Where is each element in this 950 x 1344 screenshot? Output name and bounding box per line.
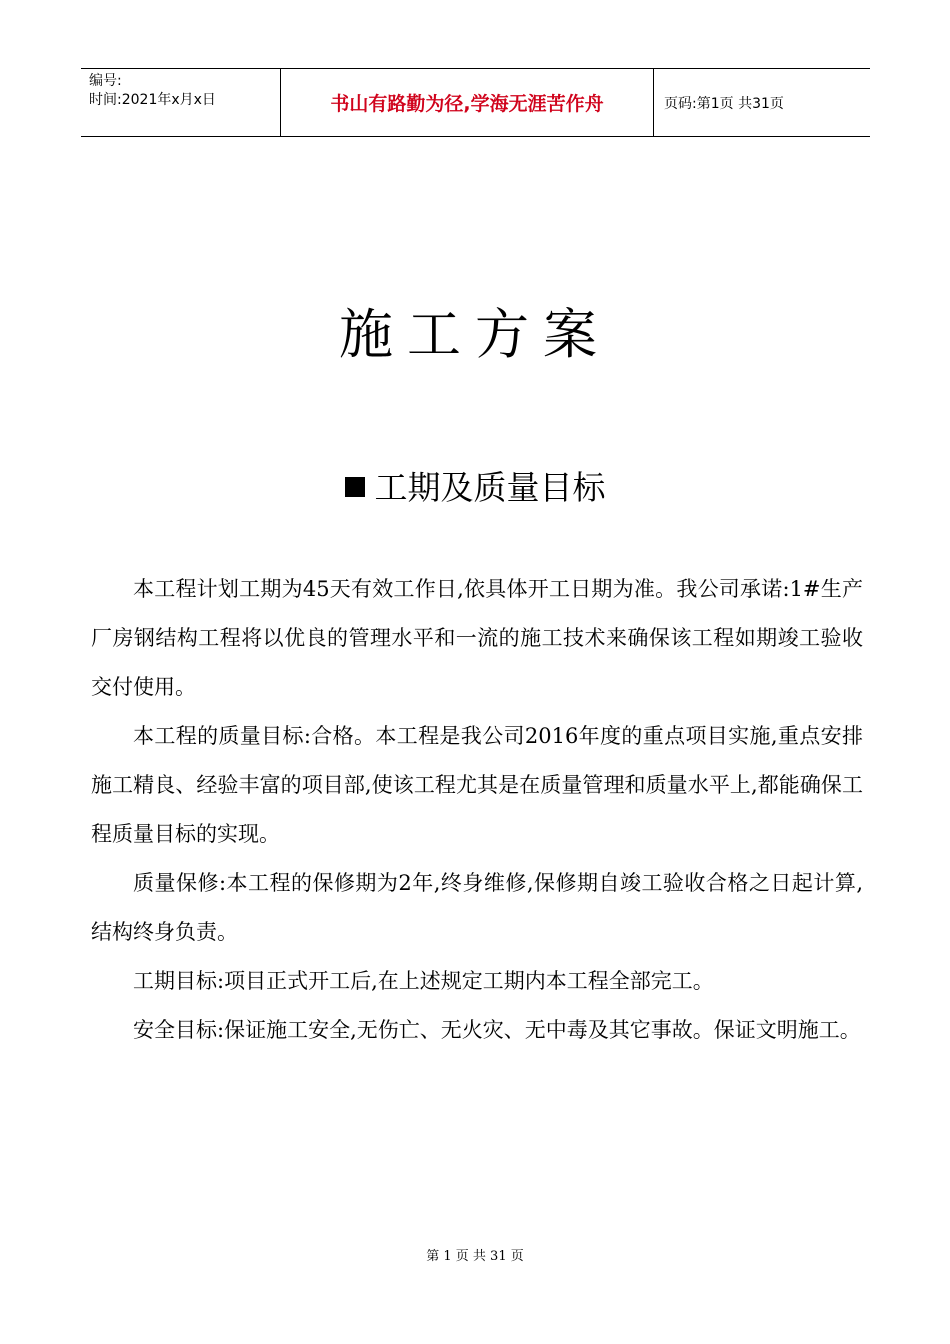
paragraph-quality: 本工程的质量目标:合格。本工程是我公司2016年度的重点项目实施,重点安排施工精良、经验丰富的项目部,使该工程尤其是在质量管理和质量水平上,都能确保工程质量目标的实现。 [91,724,863,846]
paragraph-safety: 安全目标:保证施工安全,无伤亡、无火灾、无中毒及其它事故。保证文明施工。 [133,1018,861,1042]
header-motto: 书山有路勤为径,学海无涯苦作舟 [281,69,654,136]
square-bullet-icon [345,477,365,497]
header-page-info: 页码:第1页 共31页 [664,95,784,112]
document-title: 施工方案 [339,303,611,366]
section-title-text: 工期及质量目标 [374,468,606,507]
number-label: 编号: [89,73,122,89]
paragraph-schedule: 工期目标:项目正式开工后,在上述规定工期内本工程全部完工。 [133,969,714,993]
header-left-cell [81,69,281,136]
time-label: 时间:2021年x月x日 [89,92,216,108]
paragraph-duration: 本工程计划工期为45天有效工作日,依具体开工日期为准。我公司承诺:1#生产厂房钢结构工程将以优良的管理水平和一流的施工技术来确保该工程如期竣工验收交付使用。 [91,577,863,699]
body-text [91,565,863,1055]
section-heading [0,462,950,509]
page-footer: 第 1 页 共 31 页 [426,1249,524,1264]
header-table [81,68,870,137]
paragraph-warranty: 质量保修:本工程的保修期为2年,终身维修,保修期自竣工验收合格之日起计算,结构终身负责。 [91,871,863,944]
